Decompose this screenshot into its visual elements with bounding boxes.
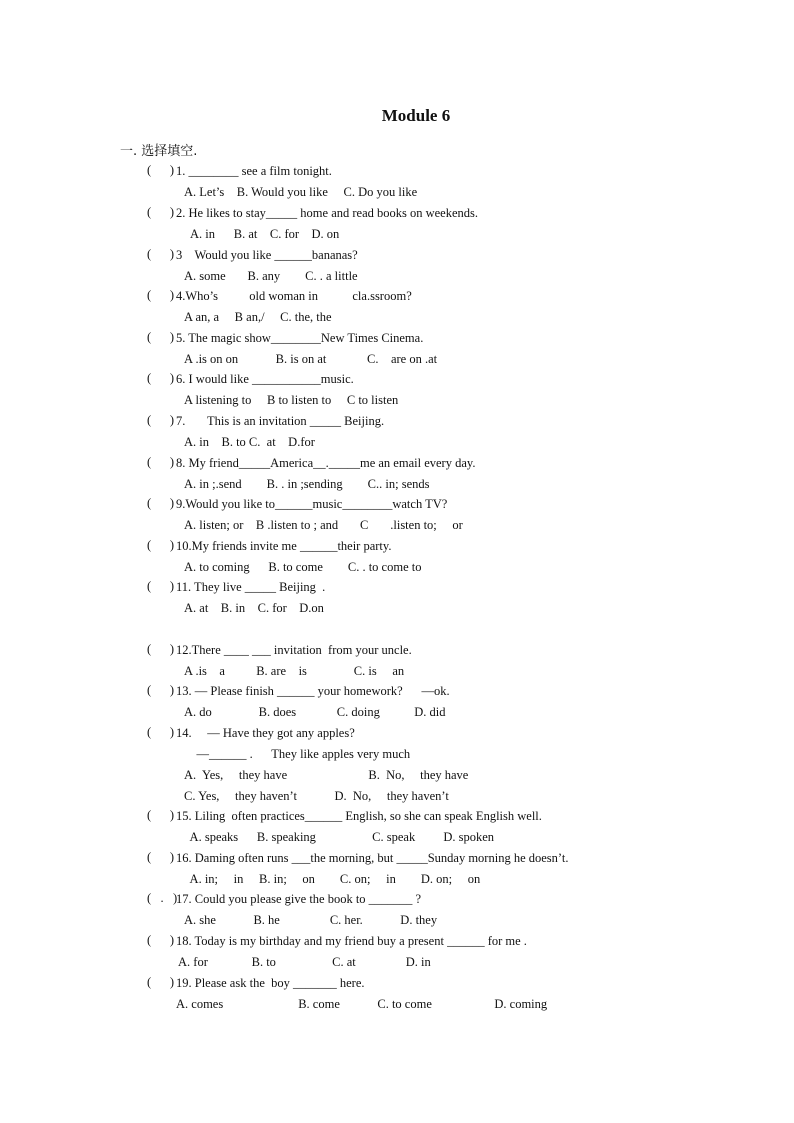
question-stem: 4.Who’s old woman in cla.ssroom?	[176, 289, 412, 303]
answer-blank[interactable]: ( )	[147, 288, 175, 302]
answer-blank[interactable]: ( )	[147, 330, 175, 344]
answer-blank[interactable]: ( )	[147, 975, 175, 989]
question-stem: 8. My friend_____America__._____me an email every day.	[176, 456, 476, 470]
answer-options: A. in; in B. in; on C. on; in D. on; on	[184, 872, 481, 886]
answer-blank[interactable]: ( )	[147, 205, 175, 219]
answer-blank[interactable]: ( )	[147, 413, 175, 427]
answer-options: A. comes B. come C. to come D. coming	[176, 997, 548, 1011]
answer-blank[interactable]: ( )	[147, 933, 175, 947]
question-stem: 19. Please ask the boy _______ here.	[176, 976, 365, 990]
answer-blank[interactable]: ( )	[147, 496, 175, 510]
answer-options: A. in ;.send B. . in ;sending C.. in; sends	[184, 477, 430, 491]
answer-blank[interactable]: ( )	[147, 247, 175, 261]
question-stem: 17. Could you please give the book to _______ ?	[176, 892, 422, 906]
question-stem: 11. They live _____ Beijing .	[176, 580, 326, 594]
answer-blank[interactable]: ( )	[147, 371, 175, 385]
question-stem: 7. This is an invitation _____ Beijing.	[176, 414, 385, 428]
section-heading: 一. 选择填空.	[120, 144, 198, 159]
answer-blank[interactable]: ( )	[147, 538, 175, 552]
answer-options: A an, a B an,/ C. the, the	[184, 310, 332, 324]
answer-options: A. to coming B. to come C. . to come to	[184, 560, 422, 574]
answer-options: A. Yes, they have B. No, they have	[184, 768, 469, 782]
page-title: Module 6	[381, 106, 451, 125]
answer-options: A. in B. to C. at D.for	[184, 435, 315, 449]
answer-options: A. do B. does C. doing D. did	[184, 705, 446, 719]
question-stem: 3 Would you like ______bananas?	[176, 248, 358, 262]
question-stem: 5. The magic show________New Times Cinema.	[176, 331, 424, 345]
answer-blank[interactable]: ( )	[147, 163, 175, 177]
answer-options: —______ . They like apples very much	[184, 747, 411, 761]
question-stem: 1. ________ see a film tonight.	[176, 164, 332, 178]
answer-options: A. she B. he C. her. D. they	[184, 913, 438, 927]
answer-blank[interactable]: ( )	[147, 579, 175, 593]
question-stem: 18. Today is my birthday and my friend buy a present ______ for me .	[176, 934, 527, 948]
answer-options: A. in B. at C. for D. on	[190, 227, 340, 241]
answer-options: C. Yes, they haven’t D. No, they haven’t	[184, 789, 449, 803]
answer-options: A. some B. any C. . a little	[184, 269, 358, 283]
answer-blank[interactable]: ( )	[147, 808, 175, 822]
question-stem: 10.My friends invite me ______their party.	[176, 539, 392, 553]
question-stem: 15. Liling often practices______ English, so she can speak English well.	[176, 809, 542, 823]
question-stem: 9.Would you like to______music________watch TV?	[176, 497, 448, 511]
answer-options: A .is a B. are is C. is an	[184, 664, 405, 678]
question-stem: 12.There ____ ___ invitation from your uncle.	[176, 643, 412, 657]
answer-blank[interactable]: ( . )	[147, 891, 178, 905]
question-stem: 14. — Have they got any apples?	[176, 726, 355, 740]
question-stem: 6. I would like ___________music.	[176, 372, 354, 386]
answer-blank[interactable]: ( )	[147, 725, 175, 739]
question-stem: 2. He likes to stay_____ home and read books on weekends.	[176, 206, 479, 220]
question-stem: 16. Daming often runs ___the morning, but _____Sunday morning he doesn’t.	[176, 851, 569, 865]
answer-options: A. for B. to C. at D. in	[178, 955, 431, 969]
answer-options: A. listen; or B .listen to ; and C .listen to; or	[184, 518, 463, 532]
answer-options: A. at B. in C. for D.on	[184, 601, 324, 615]
answer-options: A. speaks B. speaking C. speak D. spoken	[184, 830, 495, 844]
question-stem: 13. — Please finish ______ your homework? —ok.	[176, 684, 450, 698]
answer-options: A. Let’s B. Would you like C. Do you like	[184, 185, 418, 199]
answer-options: A .is on on B. is on at C. are on .at	[184, 352, 438, 366]
answer-options: A listening to B to listen to C to listen	[184, 393, 399, 407]
answer-blank[interactable]: ( )	[147, 642, 175, 656]
answer-blank[interactable]: ( )	[147, 455, 175, 469]
answer-blank[interactable]: ( )	[147, 683, 175, 697]
answer-blank[interactable]: ( )	[147, 850, 175, 864]
